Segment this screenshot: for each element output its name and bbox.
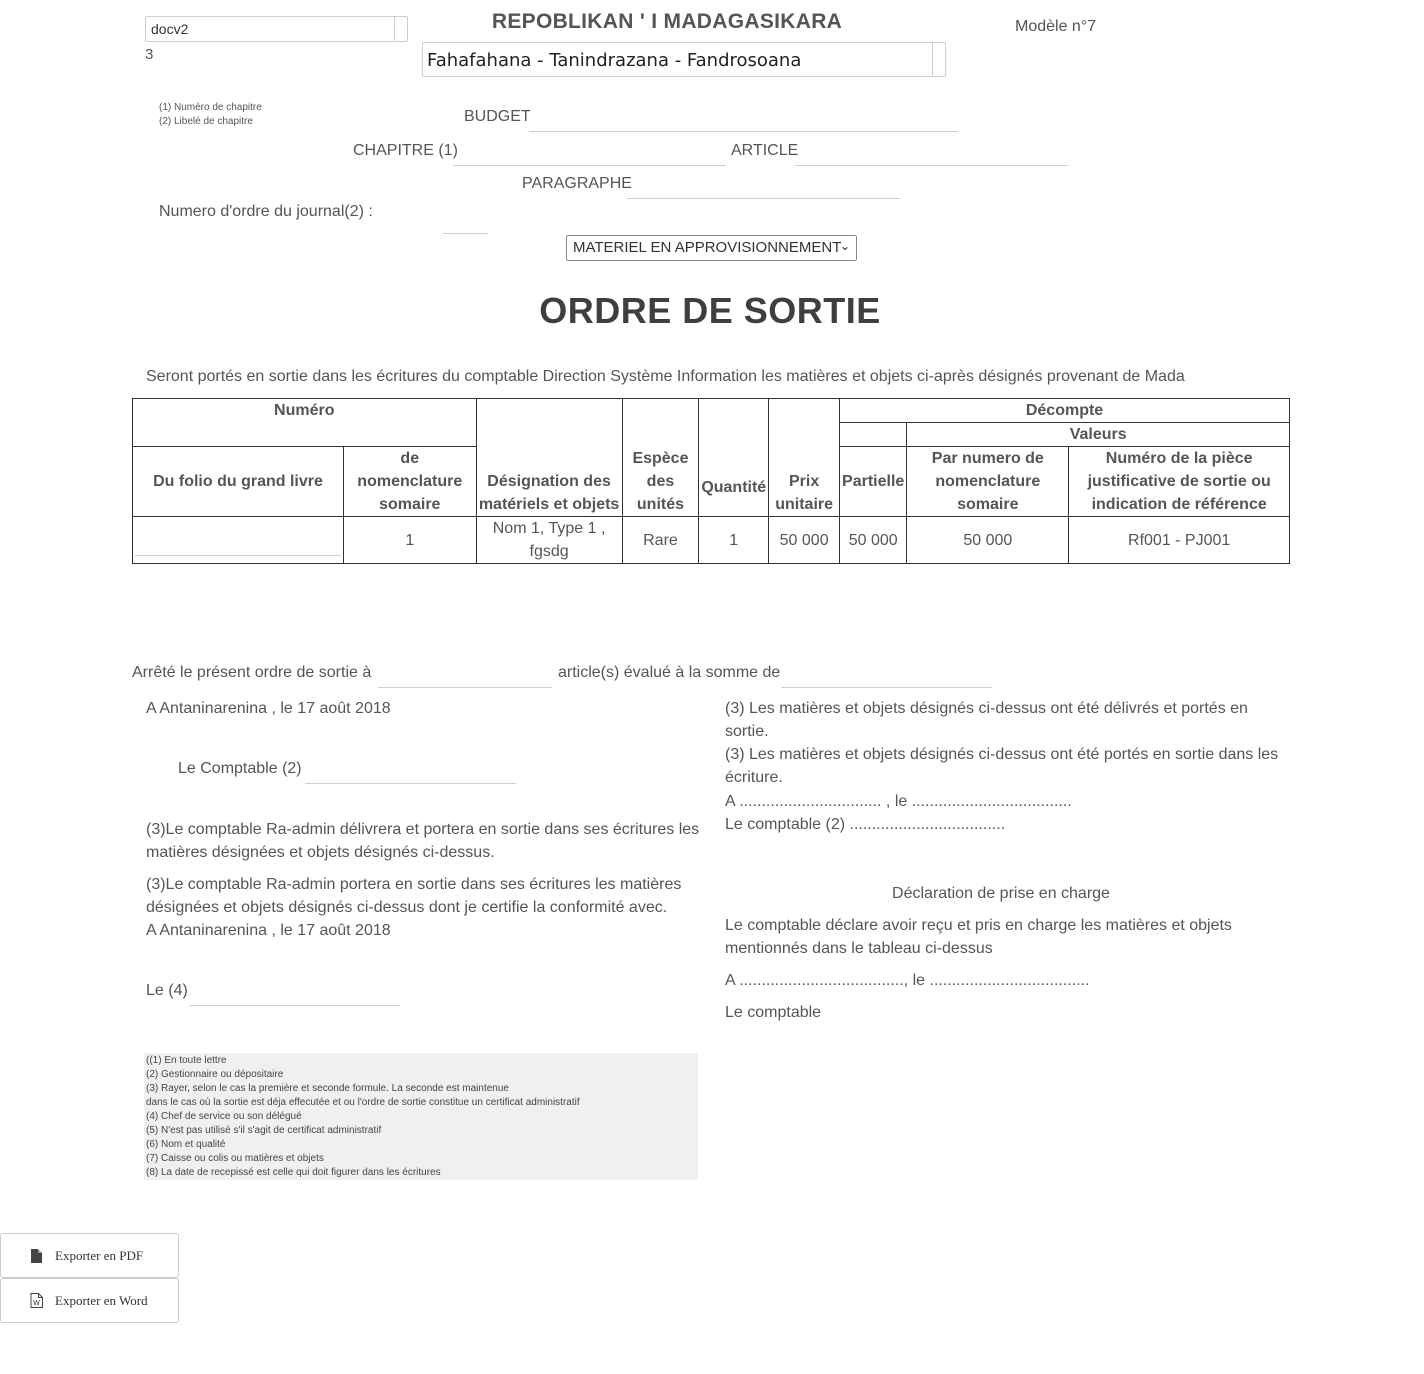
article-input[interactable] [795, 143, 1068, 166]
declaration-text: Le comptable déclare avoir reçu et pris en charge les matières et objets mentionnés dans le tableau ci-dessus [725, 917, 1232, 957]
header-valeurs: Valeurs [907, 423, 1290, 447]
table-row [133, 517, 1290, 564]
formula-2: (3)Le comptable Ra-admin portera en sortie dans ses écritures les matières désignées et objets désignés ci-dessus dont je certifie la conformité avec. [146, 876, 682, 916]
header-par-numero: Par numero de nomenclature somaire [907, 447, 1069, 517]
header-partielle: Partielle [840, 447, 907, 517]
comptable-input[interactable] [305, 761, 516, 784]
a-le-line: A ................................ , le .................................... [725, 793, 1072, 810]
article-count-input[interactable] [378, 665, 552, 688]
intro-text: Seront portés en sortie dans les écritures du comptable Direction Système Information les matières et objets ci-après désignés provenant de Mada [146, 368, 1185, 385]
export-pdf-button[interactable] [0, 1233, 179, 1278]
footnote-line: ((1) En toute lettre [146, 1055, 227, 1066]
header-nomenclature: de nomenclature somaire [343, 447, 476, 517]
doc-number: 3 [145, 46, 154, 63]
budget-input[interactable] [529, 109, 958, 132]
header-espece: Espèce des unités [622, 399, 699, 517]
header-prix: Prix unitaire [769, 399, 840, 517]
arrete-prefix: Arrêté le présent ordre de sortie à [132, 664, 372, 681]
export-word-label: Exporter en Word [55, 1292, 148, 1308]
country-title: REPOBLIKAN ' I MADAGASIKARA [491, 10, 843, 33]
prix-cell: 50 000 [769, 517, 840, 564]
paragraphe-label: PARAGRAPHE [522, 175, 632, 192]
resize-handle[interactable] [932, 43, 945, 76]
le4-input[interactable] [190, 983, 400, 1006]
le4-label: Le (4) [146, 982, 188, 999]
footnote-line: dans le cas où la sortie est déja effecutée et ou l'ordre de sortie constitue un certificat administratif [146, 1097, 580, 1108]
header-numero: Numéro [133, 399, 477, 447]
header-folio: Du folio du grand livre [133, 447, 344, 517]
header-quantite: Quantité [699, 399, 769, 517]
place-date-2: A Antaninarenina , le 17 août 2018 [146, 922, 391, 939]
footnote-line: (4) Chef de service ou son délégué [146, 1111, 302, 1122]
paragraphe-input[interactable] [627, 176, 900, 199]
chapitre-label: CHAPITRE (1) [353, 142, 458, 159]
motto-field[interactable] [422, 42, 946, 77]
header-designation: Désignation des matériels et objets [476, 399, 622, 517]
footnotes-box [144, 1053, 698, 1180]
note-line: (2) Libelé de chapitre [159, 116, 253, 127]
note-line: (1) Numéro de chapitre [159, 102, 262, 113]
quantite-cell: 1 [699, 517, 769, 564]
par-numero-cell: 50 000 [907, 517, 1069, 564]
declaration-title: Déclaration de prise en charge [892, 885, 1110, 902]
right-text-2: (3) Les matières et objets désignés ci-dessus ont été portés en sortie dans les écriture. [725, 746, 1279, 786]
footnote-line: (8) La date de recepissé est celle qui doit figurer dans les écritures [146, 1167, 441, 1178]
right-text-1: (3) Les matières et objets désignés ci-dessus ont été délivrés et portés en sortie. [725, 700, 1248, 740]
arrete-middle: article(s) évalué à la somme de [558, 664, 781, 681]
piece-cell: Rf001 - PJ001 [1069, 517, 1290, 564]
budget-label: BUDGET [464, 108, 531, 125]
footnote-line: (6) Nom et qualité [146, 1139, 226, 1150]
chapter-notes [159, 101, 262, 129]
folio-cell[interactable] [133, 517, 344, 564]
comptable-label: Le Comptable (2) [178, 760, 302, 777]
espece-cell: Rare [622, 517, 699, 564]
doc-name-value: docv2 [151, 21, 189, 37]
nomenclature-cell: 1 [343, 517, 476, 564]
footnote-line: (3) Rayer, selon le cas la première et seconde formule. La seconde est maintenue [146, 1083, 509, 1094]
svg-text:W: W [32, 1299, 40, 1307]
amount-input[interactable] [781, 665, 992, 688]
word-file-icon [27, 1293, 45, 1309]
partielle-cell: 50 000 [840, 517, 907, 564]
header-decompte: Décompte [840, 399, 1290, 423]
motto-value: Fahafahana - Tanindrazana - Fandrosoana [427, 50, 802, 71]
footnote-line: (7) Caisse ou colis ou matières et objets [146, 1153, 324, 1164]
article-label: ARTICLE [731, 142, 799, 159]
items-table [132, 398, 1290, 564]
page-title: ORDRE DE SORTIE [539, 290, 881, 331]
category-select-value: MATERIEL EN APPROVISIONNEMENT [573, 239, 842, 256]
category-select[interactable] [566, 235, 857, 261]
journal-input[interactable] [443, 211, 488, 234]
comptable-line: Le comptable (2) ................................... [725, 816, 1006, 833]
header-empty [840, 423, 907, 447]
footnote-line: (5) N'est pas utilisé s'il s'agit de certificat administratif [146, 1125, 382, 1136]
file-icon [27, 1248, 45, 1264]
chapitre-input[interactable] [453, 143, 726, 166]
export-word-button[interactable] [0, 1278, 179, 1323]
footnote-line: (2) Gestionnaire ou dépositaire [146, 1069, 284, 1080]
export-pdf-label: Exporter en PDF [55, 1247, 144, 1263]
a-le-line-2: A ....................................., le .................................... [725, 972, 1090, 989]
designation-cell: Nom 1, Type 1 , fgsdg [476, 517, 622, 564]
chevron-down-icon: ⌄ [839, 239, 850, 253]
journal-label: Numero d'ordre du journal(2) : [159, 203, 373, 220]
model-label: Modèle n°7 [1015, 18, 1097, 35]
final-comptable-label: Le comptable [725, 1004, 822, 1021]
formula-1: (3)Le comptable Ra-admin délivrera et portera en sortie dans ses écritures les matières désignées et objets désignés ci-dessus. [146, 821, 700, 861]
folio-input-line [135, 555, 341, 556]
header-piece: Numéro de la pièce justificative de sortie ou indication de référence [1069, 447, 1290, 517]
place-date-1: A Antaninarenina , le 17 août 2018 [146, 700, 391, 717]
